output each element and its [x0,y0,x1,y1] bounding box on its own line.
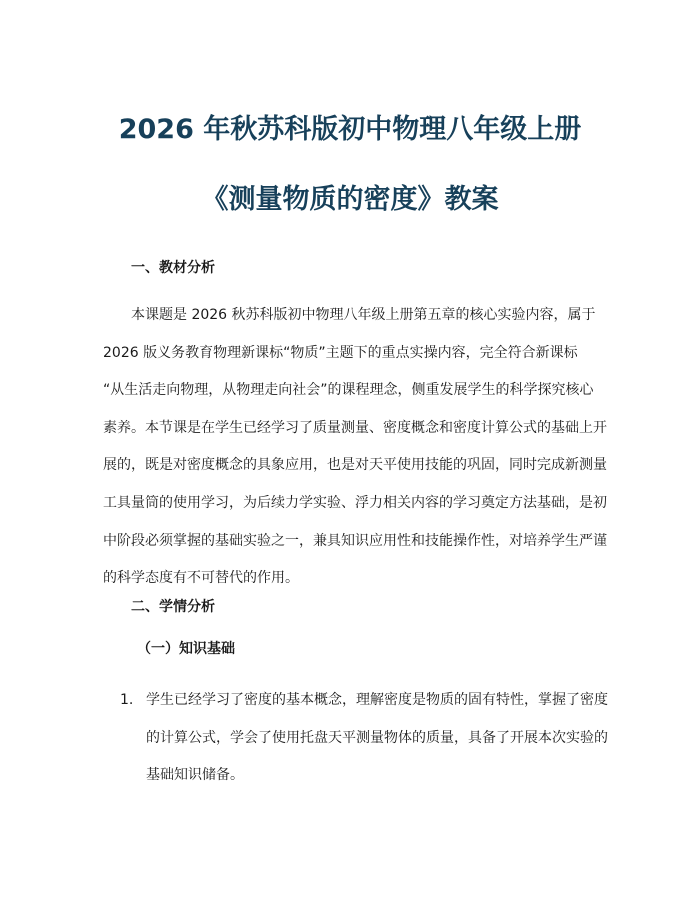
paragraph-line: 展的，既是对密度概念的具象应用，也是对天平使用技能的巩固，同时完成新测量 [103,457,607,474]
list-item-line: 学生已经学习了密度的基本概念，理解密度是物质的固有特性，掌握了密度 [146,692,608,708]
section-heading-learner-analysis: 二、学情分析 [131,599,215,615]
paragraph-line: “从生活走向物理，从物理走向社会”的课程理念，侧重发展学生的科学探究核心 [103,382,594,399]
paragraph-line: 2026 版义务教育物理新课标“物质”主题下的重点实操内容，完全符合新课标 [103,344,578,361]
section-heading-textbook-analysis: 一、教材分析 [131,260,215,276]
document-title-line-1: 2026 年秋苏科版初中物理八年级上册 [118,114,582,145]
paragraph-line: 素养。本节课是在学生已经学习了质量测量、密度概念和密度计算公式的基础上开 [103,419,607,436]
list-item-line: 的计算公式，学会了使用托盘天平测量物体的质量，具备了开展本次实验的 [146,729,608,746]
numbered-list [120,682,610,795]
list-item-number: 1. [120,692,134,708]
list-item-line: 基础知识储备。 [146,767,244,784]
paragraph-line: 本课题是 2026 秋苏科版初中物理八年级上册第五章的核心实验内容，属于 [131,307,596,323]
subsection-heading-knowledge-base: （一）知识基础 [137,641,235,657]
paragraph-line: 工具量筒的使用学习，为后续力学实验、浮力相关内容的学习奠定方法基础，是初 [103,494,607,511]
document-title-line-2: 《测量物质的密度》教案 [201,184,499,215]
paragraph-line: 的科学态度有不可替代的作用。 [103,570,299,587]
list-item [120,682,610,795]
paragraph-line: 中阶段必须掌握的基础实验之一，兼具知识应用性和技能操作性，对培养学生严谨 [103,532,607,549]
section-paragraph-textbook-analysis [103,297,613,598]
list-item-text [120,682,610,795]
